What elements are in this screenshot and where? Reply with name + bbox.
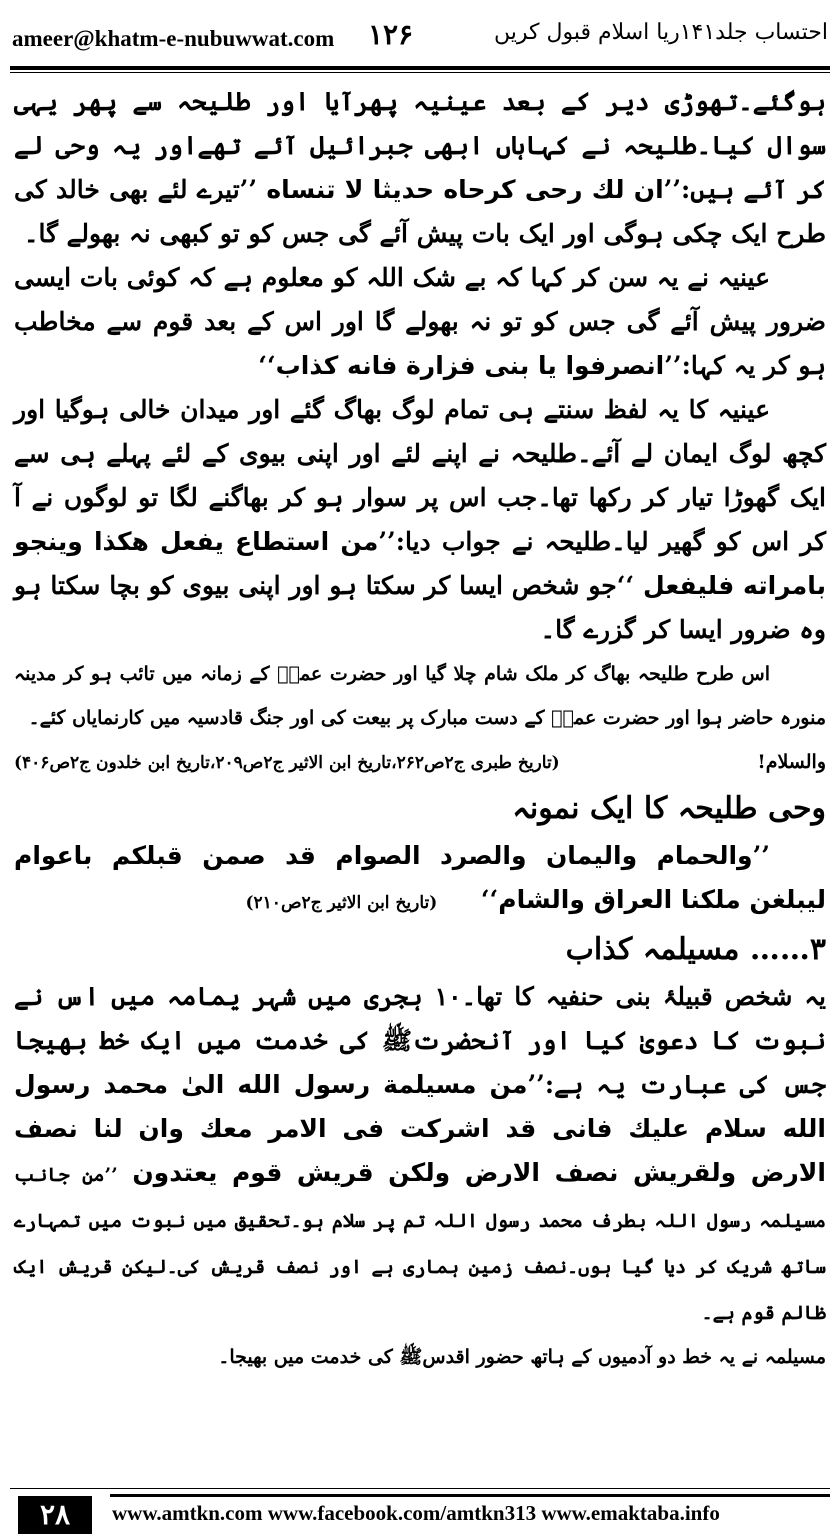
header-rule-thick xyxy=(10,66,830,70)
paragraph-3 xyxy=(14,388,826,652)
paragraph-2-text: عینیہ نے یہ سن کر کہا کہ بے شک اللہ کو معلوم ہے کہ کوئی بات ایسی ضرور پیش آئے گی جس کو تو نہ بھولے گا اور اس کے بعد قوم سے مخاطب ہو کر یہ کہا:’’ xyxy=(14,263,826,380)
paragraph-1-translation: ’’تیرے لئے بھی خالد کی طرح ایک چکی ہوگی اور ایک بات پیش آئے گی جس کو تو کبھی نہ بھولے گا۔ xyxy=(14,175,826,248)
paragraph-2 xyxy=(14,256,826,388)
paragraph-1 xyxy=(14,80,826,256)
arabic-quote-3: من استطاع يفعل هكذا وينجو بامراته فليفعل xyxy=(14,527,826,600)
section-heading-musaylima: ۳…… مسیلمہ کذاب xyxy=(565,932,826,967)
header-rule-thin xyxy=(10,72,830,73)
arabic-quote-2: انصرفوا يا بنى فزارة فانه كذاب xyxy=(275,351,665,380)
closing-quote-2: ‘‘ xyxy=(258,351,276,380)
page-header xyxy=(0,0,840,66)
section-heading-wahi: وحی طلیحہ کا ایک نمونہ xyxy=(512,791,826,826)
quote-block xyxy=(14,834,826,925)
footer-rule-thin xyxy=(10,1488,830,1489)
paragraph-5 xyxy=(14,975,826,1335)
quote-close: ‘‘ xyxy=(480,885,499,914)
reference-1: (تاریخ طبری ج۲ص۲۶۲،تاریخ ابن الاثیر ج۲ص۲۰۹،تاریخ ابن خلدون ج۲ص۴۰۶) xyxy=(14,753,560,773)
paragraph-3-translation: ‘‘جو شخص ایسا کر سکتا ہو اور اپنی بیوی کو بچا سکتا ہو وہ ضرور ایسا کر گزرے گا۔ xyxy=(14,571,826,644)
reference-2: (تاریخ ابن الاثیر ج۲ص۲۱۰) xyxy=(245,893,438,913)
quote-text: والحمام واليمان والصرد الصوام قد صمن قبلكم باعوام ليبلغن ملكنا العراق والشام xyxy=(14,841,826,914)
paragraph-6-text: مسیلمہ نے یہ خط دو آدمیوں کے ہاتھ حضور اقدسﷺ کی خدمت میں بھیجا۔ xyxy=(218,1346,826,1368)
arabic-wahi-1: ان لك رحى كرحاه حديثا لا تنساه xyxy=(266,175,664,204)
header-page-number: ۱۲۶ xyxy=(368,18,414,51)
footer-urls: www.amtkn.com www.facebook.com/amtkn313 www.emaktaba.info xyxy=(112,1501,720,1525)
running-title: احتساب جلد۱۴۱ریا اسلام قبول کریں xyxy=(494,20,828,45)
wassalam: والسلام! xyxy=(757,751,826,773)
header-email: ameer@khatm-e-nubuwwat.com xyxy=(12,26,335,51)
paragraph-1-text: ہوگئے۔تھوڑی دیر کے بعد عینیہ پھرآیا اور طلیحہ سے پھر یہی سوال کیا۔طلیحہ نے کہاہاں ابھی جبرائیل آئے تھےاور یہ وحی لے کر آئے ہیں:’’ xyxy=(14,87,826,204)
page-body xyxy=(14,80,826,1379)
paragraph-5-text: یہ شخص قبیلۂ بنی حنفیہ کا تھا۔۱۰ ہجری میں شہر یمامہ میں اس نے نبوت کا دعویٰ کیا اور آنحضرتﷺ کی خدمت میں ایک خط بھیجا جس کی عبارت یہ ہے:’’ xyxy=(14,982,826,1099)
wassalam-row xyxy=(14,740,826,784)
arabic-letter: من مسيلمة رسول الله الىٰ محمد رسول الله سلام عليك فانى قد اشركت فى الامر معك وان لنا نصف الارض ولقريش نصف الارض ولكن قريش قوم يعتدون xyxy=(14,1070,826,1187)
paragraph-4-text: اس طرح طلیحہ بھاگ کر ملک شام چلا گیا اور حضرت عمرؓ کے زمانہ میں تائب ہو کر مدینہ منورہ حاضر ہوا اور حضرت عمرؓ کے دست مبارک پر بیعت کی اور جنگ قادسیہ میں کارنمایاں کئے۔ xyxy=(14,663,826,729)
paragraph-4 xyxy=(14,652,826,740)
quote-open: ’’ xyxy=(752,841,770,870)
footer-rule-thick xyxy=(110,1494,830,1497)
paragraph-5-translation: ’’من جانب مسیلمہ رسول اللہ بطرف محمد رسول اللہ تم پر سلام ہو۔تحقیق میں نبوت میں تمہارے ساتھ شریک کر دیا گیا ہوں۔نصف زمین ہماری ہے اور نصف قریش کی۔لیکن قریش ایک ظالم قوم ہے۔ xyxy=(14,1164,826,1324)
paragraph-3-text: عینیہ کا یہ لفظ سنتے ہی تمام لوگ بھاگ گئے اور میدان خالی ہوگیا اور کچھ لوگ ایمان لے آئے۔طلیحہ نے اپنے لئے اور اپنی بیوی کے لئے پہلے ہی سے ایک گھوڑا تیار کر رکھا تھا۔جب اس پر سوار ہو کر بھاگنے لگا تو لوگوں نے آ کر اس کو گھیر لیا۔طلیحہ نے جواب دیا:’’ xyxy=(14,395,826,556)
paragraph-6 xyxy=(14,1335,826,1379)
footer-page-number: ۲۸ xyxy=(18,1496,92,1534)
